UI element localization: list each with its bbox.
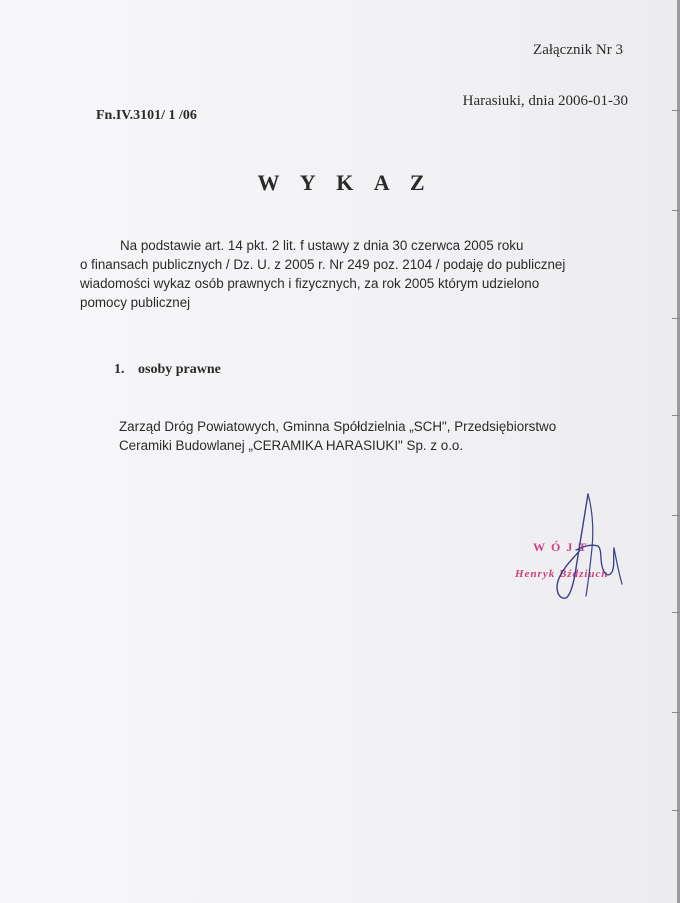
edge-mark <box>672 612 680 613</box>
body-line: Na podstawie art. 14 pkt. 2 lit. f ustawy z dnia 30 czerwca 2005 roku <box>120 238 524 253</box>
body-paragraph <box>80 236 640 312</box>
place-date: Harasiuki, dnia 2006-01-30 <box>462 93 628 109</box>
annex-label: Załącznik Nr 3 <box>533 42 623 58</box>
edge-mark <box>672 515 680 516</box>
edge-mark <box>672 415 680 416</box>
entities-line: Zarząd Dróg Powiatowych, Gminna Spółdzielnia „SCH", Przedsiębiorstwo <box>119 419 557 434</box>
document-title: W Y K A Z <box>257 170 433 195</box>
edge-mark <box>672 110 680 111</box>
body-line: pomocy publicznej <box>80 295 191 310</box>
body-line: o finansach publicznych / Dz. U. z 2005 r. Nr 249 poz. 2104 / podaję do publicznej <box>80 257 566 272</box>
entities-line: Ceramiki Budowlanej „CERAMIKA HARASIUKI" Sp. z o.o. <box>119 438 464 453</box>
handwritten-signature <box>540 488 630 603</box>
edge-mark <box>672 810 680 811</box>
reference-number: Fn.IV.3101/ 1 /06 <box>96 108 197 123</box>
edge-mark <box>672 318 680 319</box>
stamp-name: Henryk Bździuch <box>515 568 609 580</box>
edge-mark <box>672 210 680 211</box>
section-title: osoby prawne <box>138 362 221 377</box>
entities-list <box>119 417 639 455</box>
section-heading <box>114 362 221 378</box>
body-line: wiadomości wykaz osób prawnych i fizycznych, za rok 2005 którym udzielono <box>80 276 540 291</box>
edge-mark <box>672 712 680 713</box>
stamp-title: WÓJT <box>533 540 593 554</box>
section-number: 1. <box>114 362 125 377</box>
